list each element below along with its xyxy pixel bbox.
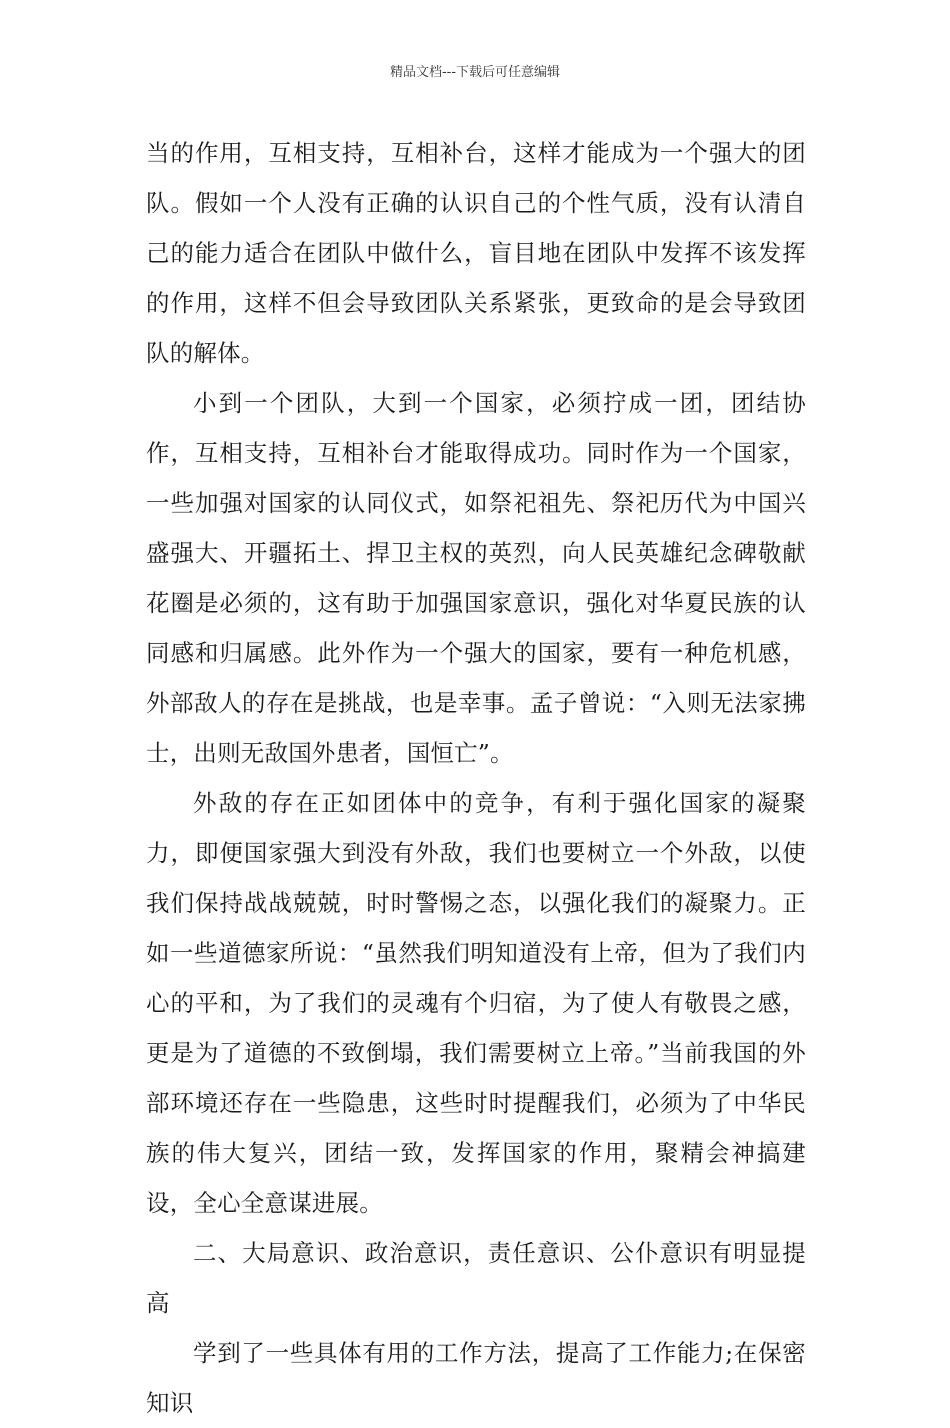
paragraph-3: 外敌的存在正如团体中的竞争，有利于强化国家的凝聚力，即便国家强大到没有外敌，我们也要树立一个外敌，以使我们保持战战兢兢，时时警惕之态，以强化我们的凝聚力。正如一些道德家所说：“虽然我们明知道没有上帝，但为了我们内心的平和，为了我们的灵魂有个归宿，为了使人有敬畏之感，更是为了道德的不致倒塌，我们需要树立上帝。”当前我国的外部环境还存在一些隐患，这些时时提醒我们，必须为了中华民族的伟大复兴，团结一致，发挥国家的作用，聚精会神搞建设，全心全意谋进展。	[146, 789, 806, 1217]
paragraph-4: 学到了一些具体有用的工作方法，提高了工作能力;在保密知识	[146, 1339, 806, 1417]
paragraph-1: 当的作用，互相支持，互相补台，这样才能成为一个强大的团队。假如一个人没有正确的认识自己的个性气质，没有认清自己的能力适合在团队中做什么，盲目地在团队中发挥不该发挥的作用，这样不但会导致团队关系紧张，更致命的是会导致团队的解体。	[146, 139, 806, 367]
section-heading: 二、大局意识、政治意识，责任意识、公仆意识有明显提高	[146, 1239, 806, 1317]
document-body	[146, 128, 806, 1428]
page-header: 精品文档---下载后可任意编辑	[389, 65, 561, 80]
paragraph-2: 小到一个团队，大到一个国家，必须拧成一团，团结协作，互相支持，互相补台才能取得成功。同时作为一个国家，一些加强对国家的认同仪式，如祭祀祖先、祭祀历代为中国兴盛强大、开疆拓土、捍卫主权的英烈，向人民英雄纪念碑敬献花圈是必须的，这有助于加强国家意识，强化对华夏民族的认同感和归属感。此外作为一个强大的国家，要有一种危机感，外部敌人的存在是挑战，也是幸事。孟子曾说：“入则无法家拂士，出则无敌国外患者，国恒亡”。	[146, 389, 806, 767]
